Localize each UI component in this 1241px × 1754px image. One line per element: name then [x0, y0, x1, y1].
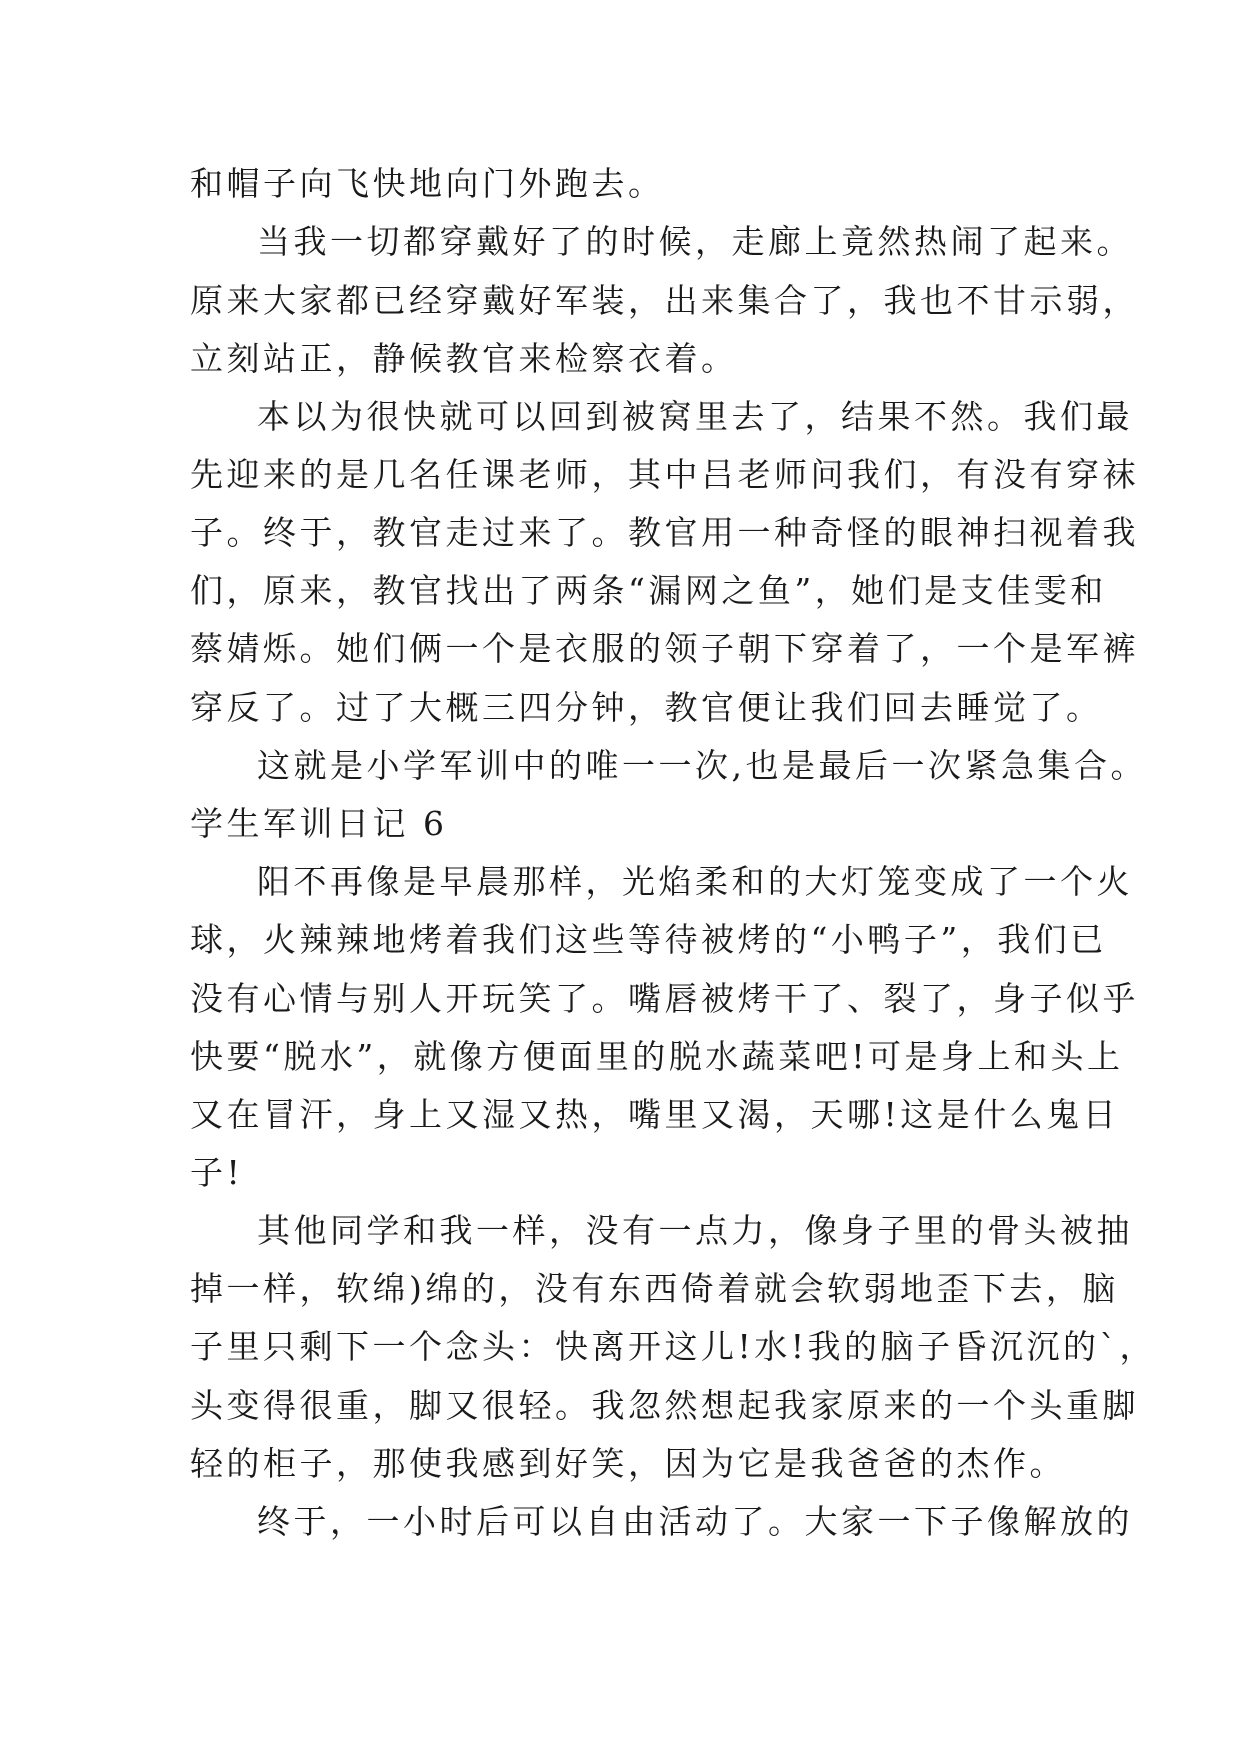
text-line: 们，原来，教官找出了两条“漏网之鱼”，她们是支佳雯和	[190, 571, 1107, 610]
text-line: 原来大家都已经穿戴好军装，出来集合了，我也不甘示弱，	[190, 281, 1139, 320]
text-line: 球，火辣辣地烤着我们这些等待被烤的“小鸭子”，我们已	[190, 920, 1107, 959]
text-line: 立刻站正，静候教官来检察衣着。	[190, 339, 738, 378]
text-line: 头变得很重，脚又很轻。我忽然想起我家原来的一个头重脚	[190, 1386, 1139, 1425]
text-line: 子!	[190, 1153, 244, 1192]
text-line: 先迎来的是几名任课老师，其中吕老师问我们，有没有穿袜	[190, 455, 1139, 494]
text-line: 穿反了。过了大概三四分钟，教官便让我们回去睡觉了。	[190, 688, 1103, 727]
text-line: 快要“脱水”，就像方便面里的脱水蔬菜吧!可是身上和头上	[190, 1037, 1124, 1076]
text-line: 子。终于，教官走过来了。教官用一种奇怪的眼神扫视着我	[190, 513, 1139, 552]
text-line: 轻的柜子，那使我感到好笑，因为它是我爸爸的杰作。	[190, 1444, 1066, 1483]
text-line: 掉一样，软绵)绵的，没有东西倚着就会软弱地歪下去，脑	[190, 1269, 1119, 1308]
text-line: 又在冒汗，身上又湿又热，嘴里又渴，天哪!这是什么鬼日	[190, 1095, 1120, 1134]
text-line: 子里只剩下一个念头：快离开这儿!水!我的脑子昏沉沉的`，	[190, 1327, 1157, 1366]
text-line: 阳不再像是早晨那样，光焰柔和的大灯笼变成了一个火	[257, 862, 1133, 901]
text-line: 和帽子向飞快地向门外跑去。	[190, 164, 665, 203]
text-line: 其他同学和我一样，没有一点力，像身子里的骨头被抽	[257, 1211, 1133, 1250]
section-heading: 学生军训日记 6	[190, 804, 448, 843]
text-line: 没有心情与别人开玩笑了。嘴唇被烤干了、裂了，身子似乎	[190, 979, 1139, 1018]
text-line: 终于，一小时后可以自由活动了。大家一下子像解放的	[257, 1502, 1133, 1541]
text-line: 本以为很快就可以回到被窝里去了，结果不然。我们最	[257, 397, 1133, 436]
text-line: 这就是小学军训中的唯一一次,也是最后一次紧急集合。	[257, 746, 1147, 785]
text-line: 当我一切都穿戴好了的时候，走廊上竟然热闹了起来。	[257, 222, 1133, 261]
text-line: 蔡婧烁。她们俩一个是衣服的领子朝下穿着了，一个是军裤	[190, 629, 1139, 668]
